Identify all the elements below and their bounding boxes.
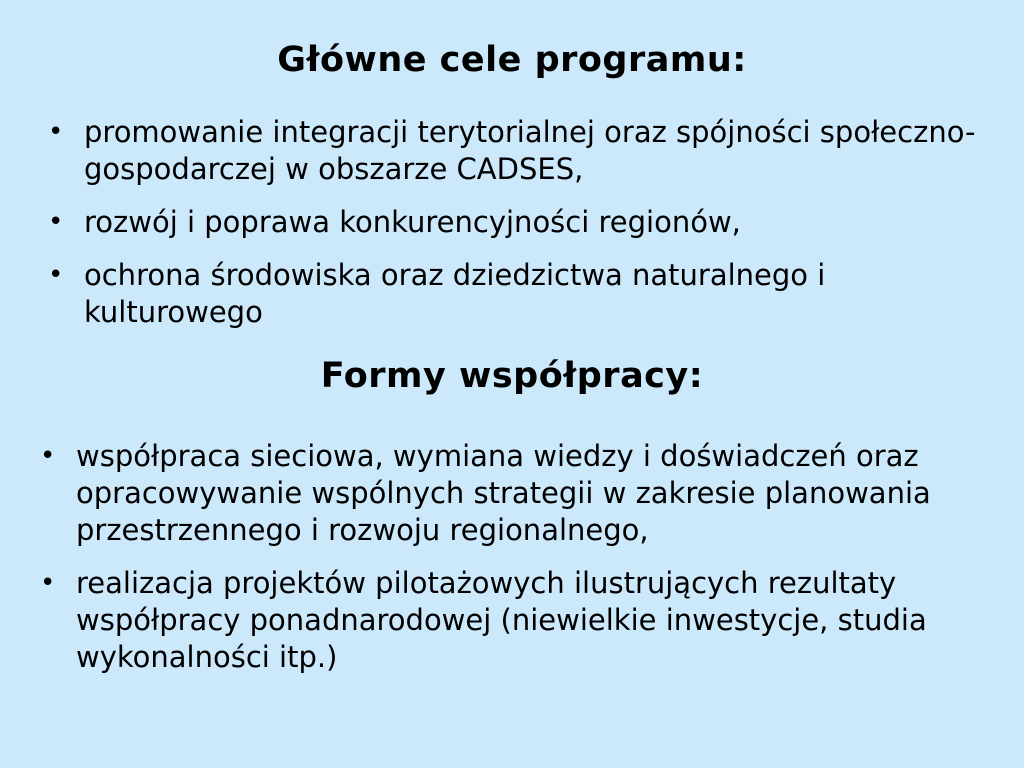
list-item [48,204,984,241]
bullet-icon: • [48,260,64,290]
main-goals-heading: Główne cele programu: [277,40,747,80]
cooperation-forms-list [40,438,986,692]
list-item-text: promowanie integracji terytorialnej oraz spójności społeczno-gospodarczej w obszarze CADSES, [84,115,976,186]
list-item [40,438,986,549]
list-item [48,114,984,188]
bullet-icon: • [48,117,64,147]
main-goals-list [48,114,984,347]
bullet-icon: • [40,568,56,598]
list-item [48,257,984,331]
bullet-icon: • [48,207,64,237]
list-item-text: współpraca sieciowa, wymiana wiedzy i doświadczeń oraz opracowywanie wspólnych strategii w zakresie planowania przestrzennego i rozwoju regionalnego, [76,439,931,547]
list-item-text: realizacja projektów pilotażowych ilustrujących rezultaty współpracy ponadnarodowej (niewielkie inwestycje, studia wykonalności itp.) [76,566,927,674]
list-item-text: ochrona środowiska oraz dziedzictwa naturalnego i kulturowego [84,258,826,329]
list-item [40,565,986,676]
bullet-icon: • [40,441,56,471]
list-item-text: rozwój i poprawa konkurencyjności regionów, [84,205,741,239]
cooperation-forms-heading: Formy współpracy: [320,356,704,396]
